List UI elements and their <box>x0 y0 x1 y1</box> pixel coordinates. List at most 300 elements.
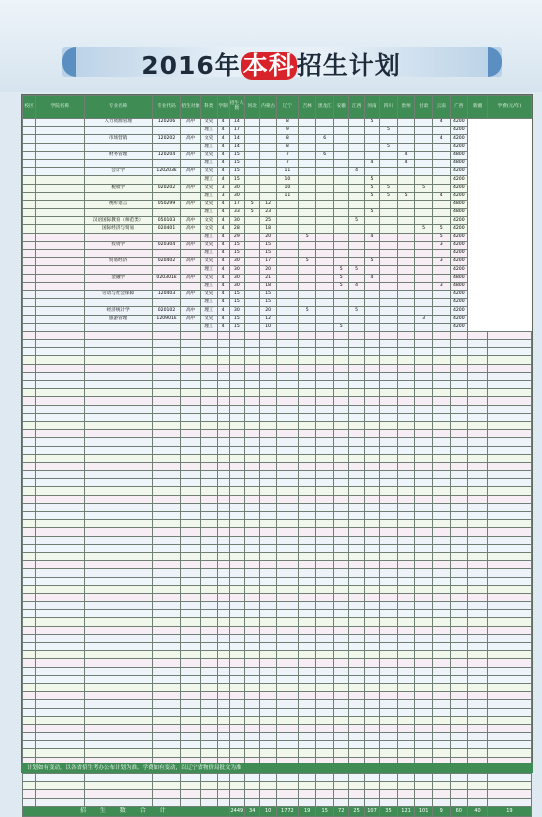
table-cell <box>181 741 201 749</box>
total-cell: 15 <box>316 806 334 816</box>
table-cell <box>487 381 531 389</box>
table-cell <box>380 323 398 331</box>
table-cell <box>349 462 364 470</box>
table-cell <box>364 381 379 389</box>
table-cell <box>260 585 276 593</box>
table-cell <box>349 290 364 298</box>
table-cell <box>260 520 276 528</box>
table-cell <box>229 593 244 601</box>
table-cell <box>276 626 298 634</box>
table-cell <box>245 446 260 454</box>
table-cell: 4800 <box>450 282 468 290</box>
table-cell <box>84 282 152 290</box>
table-cell <box>468 454 488 462</box>
table-cell <box>245 307 260 315</box>
table-cell <box>229 487 244 495</box>
table-cell <box>487 462 531 470</box>
table-row <box>23 675 532 683</box>
table-cell <box>316 168 334 176</box>
table-cell <box>36 495 84 503</box>
table-cell <box>316 700 334 708</box>
table-cell <box>152 634 181 642</box>
table-cell <box>260 487 276 495</box>
table-row <box>23 618 532 626</box>
table-cell <box>84 340 152 348</box>
table-cell <box>36 724 84 732</box>
table-cell: 17 <box>229 200 244 208</box>
table-cell <box>298 389 316 397</box>
table-cell <box>181 544 201 552</box>
table-cell <box>276 610 298 618</box>
table-cell <box>201 413 217 421</box>
table-cell <box>468 782 488 790</box>
table-cell <box>316 716 334 724</box>
table-row <box>23 307 532 315</box>
table-cell: 4200 <box>450 307 468 315</box>
header-cell: 四川 <box>380 96 398 119</box>
table-cell <box>260 495 276 503</box>
table-cell <box>334 503 349 511</box>
table-cell <box>450 364 468 372</box>
table-cell <box>152 659 181 667</box>
table-cell <box>36 749 84 757</box>
table-cell <box>487 471 531 479</box>
table-cell <box>229 610 244 618</box>
total-cell: 19 <box>487 806 531 816</box>
table-cell <box>217 667 229 675</box>
total-cell: 34 <box>245 806 260 816</box>
table-cell <box>152 708 181 716</box>
table-cell <box>298 421 316 429</box>
table-cell: 国际经济与贸易 <box>84 225 152 233</box>
table-row <box>23 209 532 217</box>
table-cell <box>245 258 260 266</box>
table-cell <box>397 569 415 577</box>
table-cell <box>415 258 433 266</box>
table-cell <box>334 774 349 782</box>
table-row <box>23 495 532 503</box>
table-cell <box>364 544 379 552</box>
table-cell: 5 <box>298 258 316 266</box>
table-row <box>23 741 532 749</box>
table-row <box>23 151 532 159</box>
table-cell <box>380 610 398 618</box>
table-cell <box>450 372 468 380</box>
table-cell <box>415 119 433 127</box>
table-cell <box>276 667 298 675</box>
table-cell <box>152 127 181 135</box>
table-row <box>23 397 532 405</box>
table-cell <box>334 151 349 159</box>
table-cell <box>276 397 298 405</box>
table-cell <box>84 634 152 642</box>
table-cell <box>380 168 398 176</box>
table-cell <box>432 602 450 610</box>
table-cell <box>450 798 468 806</box>
table-cell: 020102 <box>152 307 181 315</box>
table-cell: 5 <box>364 258 379 266</box>
table-cell: 8 <box>276 135 298 143</box>
table-cell <box>36 536 84 544</box>
table-cell: 10 <box>276 176 298 184</box>
table-cell <box>450 446 468 454</box>
table-cell <box>397 700 415 708</box>
table-cell <box>397 683 415 691</box>
table-row <box>23 774 532 782</box>
table-cell <box>316 340 334 348</box>
table-cell: 市场营销 <box>84 135 152 143</box>
table-cell <box>260 356 276 364</box>
total-cell: 40 <box>468 806 488 816</box>
table-cell <box>415 724 433 732</box>
table-cell <box>260 749 276 757</box>
table-cell: 高中 <box>181 241 201 249</box>
table-cell <box>245 372 260 380</box>
table-cell <box>298 364 316 372</box>
table-cell <box>316 536 334 544</box>
table-cell <box>364 127 379 135</box>
table-cell <box>201 610 217 618</box>
table-cell <box>316 331 334 339</box>
table-cell <box>229 512 244 520</box>
table-cell: 4 <box>364 274 379 282</box>
table-cell: 4200 <box>450 299 468 307</box>
table-cell <box>23 503 36 511</box>
table-cell: 20 <box>260 307 276 315</box>
table-cell <box>349 372 364 380</box>
table-cell <box>487 790 531 798</box>
table-cell <box>152 520 181 528</box>
table-cell <box>316 430 334 438</box>
table-cell: 30 <box>229 274 244 282</box>
table-cell <box>260 127 276 135</box>
table-cell <box>397 438 415 446</box>
table-cell <box>152 340 181 348</box>
table-cell <box>84 479 152 487</box>
table-cell <box>276 561 298 569</box>
table-cell <box>245 708 260 716</box>
table-cell <box>201 667 217 675</box>
table-cell: 15 <box>229 159 244 167</box>
table-cell <box>298 446 316 454</box>
table-cell <box>276 290 298 298</box>
table-cell <box>201 487 217 495</box>
table-cell <box>487 733 531 741</box>
table-cell <box>201 651 217 659</box>
table-row <box>23 651 532 659</box>
table-cell <box>364 331 379 339</box>
table-cell <box>349 364 364 372</box>
table-cell: 120203k <box>152 168 181 176</box>
table-cell <box>276 462 298 470</box>
table-row <box>23 520 532 528</box>
table-cell <box>380 716 398 724</box>
table-cell <box>316 602 334 610</box>
table-cell <box>316 798 334 806</box>
table-cell <box>245 225 260 233</box>
table-cell <box>468 602 488 610</box>
table-cell <box>152 159 181 167</box>
table-cell: 120204 <box>152 151 181 159</box>
table-cell <box>229 356 244 364</box>
table-cell <box>245 299 260 307</box>
table-row <box>23 405 532 413</box>
table-cell <box>380 438 398 446</box>
table-cell <box>181 143 201 151</box>
table-cell <box>364 651 379 659</box>
table-cell <box>380 315 398 323</box>
table-cell <box>260 544 276 552</box>
table-cell <box>349 552 364 560</box>
table-cell <box>152 651 181 659</box>
table-cell <box>181 774 201 782</box>
table-cell: 120901k <box>152 315 181 323</box>
table-cell <box>487 438 531 446</box>
table-cell <box>245 430 260 438</box>
table-cell <box>364 749 379 757</box>
table-cell <box>229 749 244 757</box>
table-cell: 高中 <box>181 200 201 208</box>
table-cell <box>84 561 152 569</box>
header-cell: 河北 <box>245 96 260 119</box>
table-cell <box>298 471 316 479</box>
table-cell <box>298 724 316 732</box>
table-cell: 4800 <box>450 151 468 159</box>
table-cell <box>415 421 433 429</box>
table-cell <box>349 544 364 552</box>
campus-cell <box>23 209 36 217</box>
table-cell <box>415 192 433 200</box>
table-cell <box>334 577 349 585</box>
table-cell <box>260 454 276 462</box>
table-cell <box>415 217 433 225</box>
table-cell <box>364 307 379 315</box>
table-cell <box>260 462 276 470</box>
table-cell <box>84 618 152 626</box>
table-cell <box>229 495 244 503</box>
table-cell <box>349 618 364 626</box>
table-cell <box>468 405 488 413</box>
table-cell: 15 <box>229 323 244 331</box>
table-cell <box>201 446 217 454</box>
table-cell: 理工 <box>201 192 217 200</box>
table-cell <box>229 692 244 700</box>
table-cell <box>23 741 36 749</box>
table-cell <box>316 782 334 790</box>
table-cell <box>298 168 316 176</box>
table-cell <box>84 708 152 716</box>
college-cell <box>36 143 84 151</box>
table-cell <box>217 577 229 585</box>
table-cell <box>316 364 334 372</box>
table-cell <box>349 471 364 479</box>
table-cell: 4 <box>349 168 364 176</box>
table-cell <box>84 724 152 732</box>
table-cell <box>432 323 450 331</box>
table-cell <box>487 479 531 487</box>
table-cell: 4 <box>217 290 229 298</box>
table-cell <box>450 454 468 462</box>
table-cell <box>84 651 152 659</box>
table-cell: 30 <box>229 184 244 192</box>
table-cell <box>245 495 260 503</box>
table-cell <box>415 438 433 446</box>
table-cell: 高中 <box>181 151 201 159</box>
table-cell: 文史 <box>201 217 217 225</box>
table-cell <box>152 143 181 151</box>
table-cell: 5 <box>245 200 260 208</box>
table-cell <box>349 192 364 200</box>
table-cell <box>181 602 201 610</box>
table-cell <box>36 544 84 552</box>
table-cell <box>415 405 433 413</box>
table-cell <box>217 610 229 618</box>
table-cell <box>23 372 36 380</box>
table-cell <box>380 151 398 159</box>
table-cell <box>364 282 379 290</box>
table-cell <box>450 430 468 438</box>
table-cell <box>432 364 450 372</box>
table-cell <box>316 127 334 135</box>
table-cell <box>298 741 316 749</box>
table-cell <box>23 602 36 610</box>
table-cell <box>181 724 201 732</box>
table-cell <box>364 479 379 487</box>
table-cell <box>349 438 364 446</box>
table-cell <box>349 184 364 192</box>
table-cell <box>229 667 244 675</box>
table-cell <box>201 536 217 544</box>
table-cell <box>245 389 260 397</box>
table-cell <box>298 282 316 290</box>
table-cell <box>316 487 334 495</box>
table-cell <box>415 528 433 536</box>
table-cell <box>201 724 217 732</box>
table-cell <box>84 356 152 364</box>
table-cell <box>415 512 433 520</box>
table-cell <box>468 340 488 348</box>
table-cell <box>84 397 152 405</box>
table-cell <box>276 250 298 258</box>
table-cell <box>276 364 298 372</box>
table-cell <box>201 340 217 348</box>
table-cell <box>316 692 334 700</box>
table-cell <box>36 733 84 741</box>
table-cell <box>152 430 181 438</box>
table-cell <box>334 569 349 577</box>
table-cell: 4 <box>217 168 229 176</box>
table-cell <box>432 143 450 151</box>
table-cell <box>217 683 229 691</box>
table-cell <box>23 798 36 806</box>
table-cell <box>415 168 433 176</box>
table-cell <box>334 487 349 495</box>
table-cell <box>217 675 229 683</box>
table-cell <box>298 700 316 708</box>
table-cell <box>276 634 298 642</box>
table-row <box>23 299 532 307</box>
table-cell <box>487 610 531 618</box>
table-cell <box>298 372 316 380</box>
table-cell: 5 <box>364 176 379 184</box>
table-cell <box>260 536 276 544</box>
table-cell <box>380 782 398 790</box>
table-cell <box>36 626 84 634</box>
table-cell <box>380 487 398 495</box>
table-cell <box>201 700 217 708</box>
table-cell: 120206 <box>152 119 181 127</box>
table-cell <box>84 405 152 413</box>
table-cell <box>260 176 276 184</box>
table-cell <box>364 143 379 151</box>
table-cell <box>245 618 260 626</box>
table-cell <box>468 798 488 806</box>
table-cell <box>298 413 316 421</box>
table-cell <box>349 348 364 356</box>
table-cell <box>432 315 450 323</box>
table-cell <box>364 659 379 667</box>
header-cell: 江西 <box>349 96 364 119</box>
table-cell <box>260 503 276 511</box>
table-cell <box>152 503 181 511</box>
table-cell <box>349 692 364 700</box>
table-cell <box>380 561 398 569</box>
table-cell <box>36 716 84 724</box>
table-cell <box>415 577 433 585</box>
table-cell <box>468 446 488 454</box>
table-cell <box>316 585 334 593</box>
table-cell <box>84 495 152 503</box>
table-cell <box>229 479 244 487</box>
table-cell <box>84 299 152 307</box>
table-cell <box>380 471 398 479</box>
table-cell <box>468 348 488 356</box>
table-cell <box>316 290 334 298</box>
table-cell <box>298 274 316 282</box>
table-cell <box>432 577 450 585</box>
table-cell <box>217 749 229 757</box>
table-cell <box>334 315 349 323</box>
table-cell <box>260 430 276 438</box>
table-cell: 020304 <box>152 241 181 249</box>
table-cell: 文史 <box>201 241 217 249</box>
table-cell <box>23 749 36 757</box>
table-cell <box>432 389 450 397</box>
table-cell <box>364 798 379 806</box>
table-cell <box>229 741 244 749</box>
table-cell <box>276 454 298 462</box>
table-cell <box>229 348 244 356</box>
table-cell <box>36 643 84 651</box>
table-cell <box>316 561 334 569</box>
table-cell <box>487 348 531 356</box>
table-cell <box>450 438 468 446</box>
table-cell <box>84 364 152 372</box>
table-cell <box>298 331 316 339</box>
table-cell <box>245 544 260 552</box>
table-cell: 17 <box>260 258 276 266</box>
table-cell <box>334 585 349 593</box>
table-cell <box>217 356 229 364</box>
table-cell <box>397 282 415 290</box>
table-cell <box>397 602 415 610</box>
table-cell <box>397 135 415 143</box>
table-cell <box>84 782 152 790</box>
table-cell <box>397 626 415 634</box>
table-cell <box>397 520 415 528</box>
table-cell <box>217 512 229 520</box>
total-cell: 35 <box>380 806 398 816</box>
